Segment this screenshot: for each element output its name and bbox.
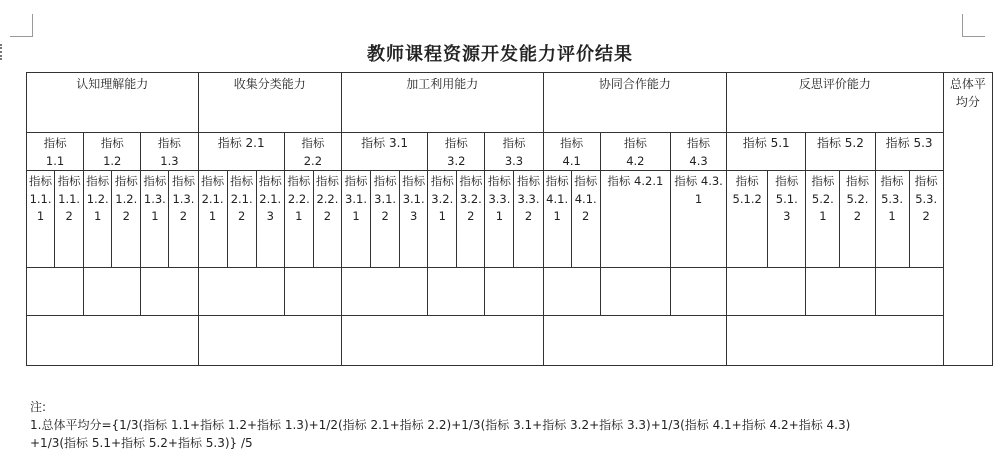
indicator-label: 指标2.2.2 bbox=[315, 174, 339, 223]
score-cell bbox=[428, 268, 485, 316]
indicator-cell bbox=[341, 171, 370, 268]
indicator-label: 指标 2.2 bbox=[301, 136, 325, 168]
note-label: 注: bbox=[30, 400, 47, 414]
evaluation-table bbox=[26, 72, 993, 366]
indicator-label: 指标5.2.1 bbox=[811, 174, 835, 223]
score-cell bbox=[84, 268, 141, 316]
indicator-cell bbox=[875, 171, 909, 268]
category-header-3: 加工利用能力 bbox=[341, 73, 543, 133]
indicator-cell bbox=[141, 171, 169, 268]
category-score-cell bbox=[727, 316, 944, 366]
indicator-cell bbox=[341, 133, 427, 171]
indicator-label: 指标1.3.1 bbox=[143, 174, 167, 223]
score-cell bbox=[341, 268, 427, 316]
indicator-cell bbox=[727, 171, 768, 268]
indicator-label: 指标5.1.2 bbox=[732, 174, 762, 206]
indicator-cell bbox=[600, 133, 670, 171]
indicator-cell bbox=[670, 171, 726, 268]
score-cell bbox=[727, 268, 806, 316]
indicator-cell bbox=[806, 133, 875, 171]
indicator-cell bbox=[571, 171, 600, 268]
indicator-cell bbox=[313, 171, 341, 268]
indicator-label: 指标4.1.2 bbox=[574, 174, 598, 223]
indicator-cell bbox=[284, 133, 341, 171]
category-score-cell bbox=[341, 316, 543, 366]
indicator-cell bbox=[875, 133, 943, 171]
indicator-label: 指标 1.3 bbox=[157, 136, 181, 168]
indicator-label: 指标 5.1 bbox=[742, 136, 790, 150]
category-header-row bbox=[27, 73, 993, 133]
total-average-label: 总体平均分 bbox=[949, 77, 986, 109]
indicator-label: 指标4.1.1 bbox=[545, 174, 569, 223]
indicator-label: 指标5.1.3 bbox=[775, 174, 799, 223]
indicator-label: 指标3.1.2 bbox=[373, 174, 397, 223]
indicator-level2-row bbox=[27, 133, 993, 171]
score-cell bbox=[875, 268, 943, 316]
indicator-cell bbox=[198, 171, 227, 268]
category-header-4: 协同合作能力 bbox=[543, 73, 727, 133]
indicator-label: 指标3.1.1 bbox=[344, 174, 368, 223]
indicator-cell bbox=[198, 133, 284, 171]
indicator-label: 指标 4.2.1 bbox=[607, 174, 664, 188]
indicator-label: 指标 5.3 bbox=[885, 136, 933, 150]
indicator-label: 指标1.2.1 bbox=[86, 174, 110, 223]
indicator-cell bbox=[284, 171, 313, 268]
indicator-cell bbox=[256, 171, 284, 268]
indicator-label: 指标 4.3.1 bbox=[674, 174, 723, 206]
indicator-cell bbox=[27, 171, 55, 268]
indicator-cell bbox=[840, 171, 875, 268]
indicator-cell bbox=[909, 171, 943, 268]
indicator-cell bbox=[428, 171, 457, 268]
category-header-2: 收集分类能力 bbox=[198, 73, 341, 133]
indicator-label: 指标3.1.3 bbox=[402, 174, 426, 223]
indicator-label: 指标 3.3 bbox=[502, 136, 526, 168]
indicator-label: 指标 3.2 bbox=[444, 136, 468, 168]
indicator-label: 指标5.3.2 bbox=[914, 174, 938, 223]
indicator-cell bbox=[670, 133, 726, 171]
indicator-label: 指标 2.1 bbox=[217, 136, 265, 150]
indicator-label: 指标5.2.2 bbox=[845, 174, 869, 223]
indicator-level3-row bbox=[27, 171, 993, 268]
indicator-cell bbox=[727, 133, 806, 171]
indicator-cell bbox=[543, 171, 571, 268]
formula-note bbox=[30, 398, 850, 452]
indicator-label: 指标 5.2 bbox=[816, 136, 864, 150]
indicator-cell bbox=[457, 171, 485, 268]
page-corner-mark-left bbox=[10, 14, 33, 37]
indicator-label: 指标1.1.1 bbox=[29, 174, 53, 223]
indicator-label: 指标5.3.1 bbox=[880, 174, 904, 223]
category-score-row bbox=[27, 316, 993, 366]
category-header-5: 反思评价能力 bbox=[727, 73, 944, 133]
indicator-label: 指标3.2.2 bbox=[459, 174, 483, 223]
indicator-cell bbox=[169, 171, 198, 268]
indicator-cell bbox=[55, 171, 84, 268]
total-average-header bbox=[943, 73, 992, 366]
indicator-label: 指标2.1.2 bbox=[230, 174, 254, 223]
indicator-label: 指标3.3.1 bbox=[487, 174, 511, 223]
category-header-1: 认知理解能力 bbox=[27, 73, 199, 133]
indicator-cell bbox=[227, 171, 256, 268]
score-cell bbox=[670, 268, 726, 316]
indicator-cell bbox=[84, 171, 112, 268]
score-cell bbox=[806, 268, 875, 316]
note-formula-line1: 1.总体平均分={1/3(指标 1.1+指标 1.2+指标 1.3)+1/2(指标 2.1+指标 2.2)+1/3(指标 3.1+指标 3.2+指标 3.3)+1/3(指标 4.1+指标 4.2+指标 4.3) bbox=[30, 418, 851, 432]
page-corner-mark-right bbox=[962, 14, 985, 37]
indicator-cell bbox=[485, 171, 514, 268]
indicator-label: 指标 4.2 bbox=[623, 136, 647, 168]
indicator-cell bbox=[428, 133, 485, 171]
indicator-label: 指标1.2.2 bbox=[114, 174, 138, 223]
score-cell bbox=[27, 268, 84, 316]
indicator-cell bbox=[806, 171, 840, 268]
indicator-label: 指标 1.2 bbox=[100, 136, 124, 168]
indicator-cell bbox=[600, 171, 670, 268]
indicator-cell bbox=[84, 133, 141, 171]
indicator-cell bbox=[514, 171, 543, 268]
indicator-cell bbox=[112, 171, 141, 268]
indicator-cell bbox=[485, 133, 543, 171]
score-row bbox=[27, 268, 993, 316]
indicator-label: 指标2.1.3 bbox=[258, 174, 282, 223]
indicator-label: 指标 4.1 bbox=[560, 136, 584, 168]
indicator-cell bbox=[27, 133, 84, 171]
indicator-label: 指标1.1.2 bbox=[57, 174, 81, 223]
indicator-label: 指标3.2.1 bbox=[430, 174, 454, 223]
indicator-label: 指标 4.3 bbox=[687, 136, 711, 168]
indicator-label: 指标2.2.1 bbox=[287, 174, 311, 223]
score-cell bbox=[284, 268, 341, 316]
indicator-cell bbox=[768, 171, 806, 268]
page-title: 教师课程资源开发能力评价结果 bbox=[367, 44, 633, 65]
score-cell bbox=[485, 268, 543, 316]
note-formula-line2: +1/3(指标 5.1+指标 5.2+指标 5.3)} /5 bbox=[30, 436, 253, 450]
indicator-label: 指标1.3.2 bbox=[171, 174, 195, 223]
indicator-label: 指标 1.1 bbox=[43, 136, 67, 168]
indicator-cell bbox=[400, 171, 428, 268]
score-cell bbox=[600, 268, 670, 316]
category-score-cell bbox=[198, 316, 341, 366]
score-cell bbox=[198, 268, 284, 316]
indicator-label: 指标3.3.2 bbox=[517, 174, 541, 223]
indicator-label: 指标2.1.1 bbox=[201, 174, 225, 223]
indicator-cell bbox=[543, 133, 600, 171]
score-cell bbox=[141, 268, 198, 316]
score-cell bbox=[543, 268, 600, 316]
indicator-cell bbox=[141, 133, 198, 171]
indicator-cell bbox=[371, 171, 400, 268]
indicator-label: 指标 3.1 bbox=[361, 136, 409, 150]
category-score-cell bbox=[27, 316, 199, 366]
category-score-cell bbox=[543, 316, 727, 366]
